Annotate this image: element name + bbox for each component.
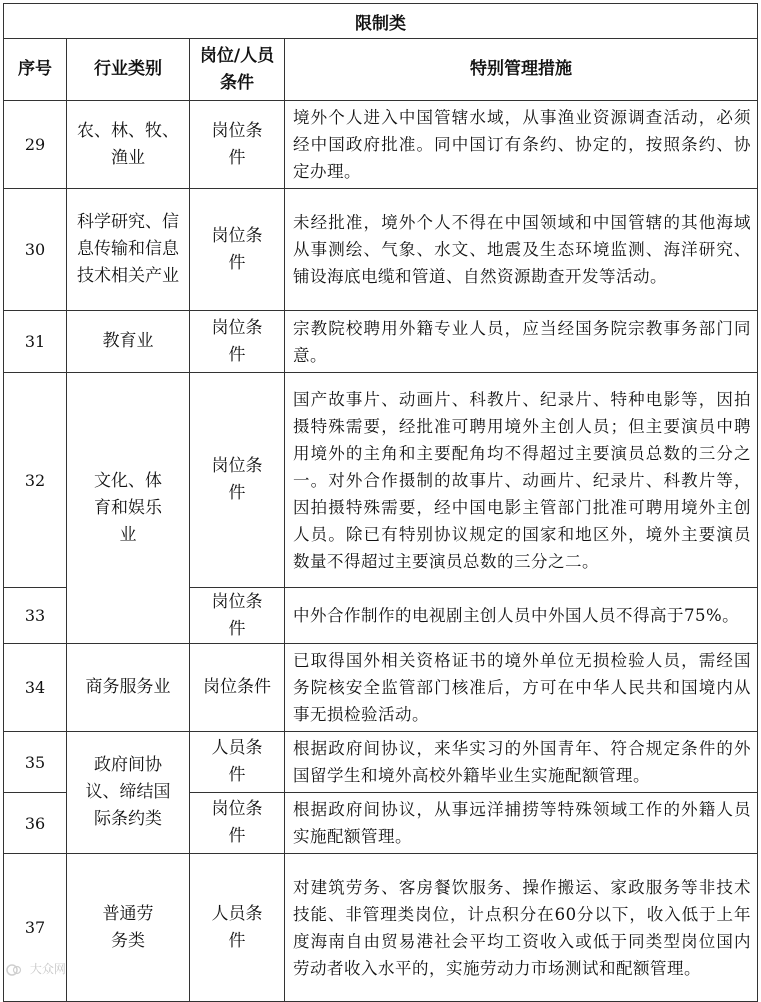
watermark — [6, 960, 66, 977]
row-condition: 岗位条件 — [190, 793, 285, 854]
table-row — [4, 311, 758, 373]
row-measure: 中外合作制作的电视剧主创人员中外国人员不得高于75%。 — [285, 588, 758, 644]
row-measure: 根据政府间协议，来华实习的外国青年、符合规定条件的外国留学生和境外高校外籍毕业生实施配额管理。 — [285, 732, 758, 793]
row-condition: 岗位条件 — [190, 373, 285, 588]
table-title-row — [4, 4, 758, 39]
table-row — [4, 732, 758, 793]
header-measure: 特别管理措施 — [285, 39, 758, 101]
row-num: 35 — [4, 732, 67, 793]
row-condition: 人员条件 — [190, 732, 285, 793]
row-condition: 岗位条件 — [190, 189, 285, 311]
row-measure: 国产故事片、动画片、科教片、纪录片、特种电影等，因拍摄特殊需要，经批准可聘用境外主创人员；但主要演员中聘用境外的主角和主要配角均不得超过主要演员总数的三分之一。对外合作摄制的故事片、动画片、纪录片、科教片等，因拍摄特殊需要，经中国电影主管部门批准可聘用境外主创人员。除已有特别协议规定的国家和地区外，境外主要演员数量不得超过主要演员总数的三分之二。 — [285, 373, 758, 588]
row-measure: 已取得国外相关资格证书的境外单位无损检验人员，需经国务院核安全监管部门核准后，方可在中华人民共和国境内从事无损检验活动。 — [285, 644, 758, 732]
table-row — [4, 189, 758, 311]
table-row — [4, 373, 758, 588]
row-num: 30 — [4, 189, 67, 311]
row-industry: 农、林、牧、渔业 — [67, 101, 190, 189]
table-row — [4, 644, 758, 732]
row-industry: 科学研究、信息传输和信息技术相关产业 — [67, 189, 190, 311]
row-measure: 对建筑劳务、客房餐饮服务、操作搬运、家政服务等非技术技能、非管理类岗位，计点积分在60分以下，收入低于上年度海南自由贸易港社会平均工资收入或低于同类型岗位国内劳动者收入水平的，实施劳动力市场测试和配额管理。 — [285, 854, 758, 1002]
row-num: 32 — [4, 373, 67, 588]
table-header-row — [4, 39, 758, 101]
row-measure: 宗教院校聘用外籍专业人员，应当经国务院宗教事务部门同意。 — [285, 311, 758, 373]
row-measure: 境外个人进入中国管辖水域，从事渔业资源调查活动，必须经中国政府批准。同中国订有条约、协定的，按照条约、协定办理。 — [285, 101, 758, 189]
row-condition: 岗位条件 — [190, 588, 285, 644]
table-row — [4, 101, 758, 189]
row-num: 31 — [4, 311, 67, 373]
row-condition: 岗位条件 — [190, 101, 285, 189]
row-measure: 根据政府间协议，从事远洋捕捞等特殊领域工作的外籍人员实施配额管理。 — [285, 793, 758, 854]
header-industry: 行业类别 — [67, 39, 190, 101]
row-industry: 文化、体育和娱乐业 — [67, 373, 190, 644]
row-condition: 岗位条件 — [190, 644, 285, 732]
row-industry: 普通劳务类 — [67, 854, 190, 1002]
row-num: 37 — [4, 854, 67, 1002]
restricted-category-table — [3, 3, 758, 1002]
watermark-text: 大众网 — [29, 962, 66, 976]
row-industry: 政府间协议、缔结国际条约类 — [67, 732, 190, 854]
header-condition: 岗位/人员条件 — [190, 39, 285, 101]
row-condition: 人员条件 — [190, 854, 285, 1002]
row-condition: 岗位条件 — [190, 311, 285, 373]
row-num: 34 — [4, 644, 67, 732]
row-measure: 未经批准，境外个人不得在中国领域和中国管辖的其他海域从事测绘、气象、水文、地震及生态环境监测、海洋研究、铺设海底电缆和管道、自然资源勘查开发等活动。 — [285, 189, 758, 311]
row-num: 29 — [4, 101, 67, 189]
row-num: 36 — [4, 793, 67, 854]
header-num: 序号 — [4, 39, 67, 101]
row-num: 33 — [4, 588, 67, 644]
watermark-logo-icon — [6, 963, 22, 977]
table-title: 限制类 — [4, 4, 758, 39]
row-industry: 商务服务业 — [67, 644, 190, 732]
row-industry: 教育业 — [67, 311, 190, 373]
table-row — [4, 854, 758, 1002]
